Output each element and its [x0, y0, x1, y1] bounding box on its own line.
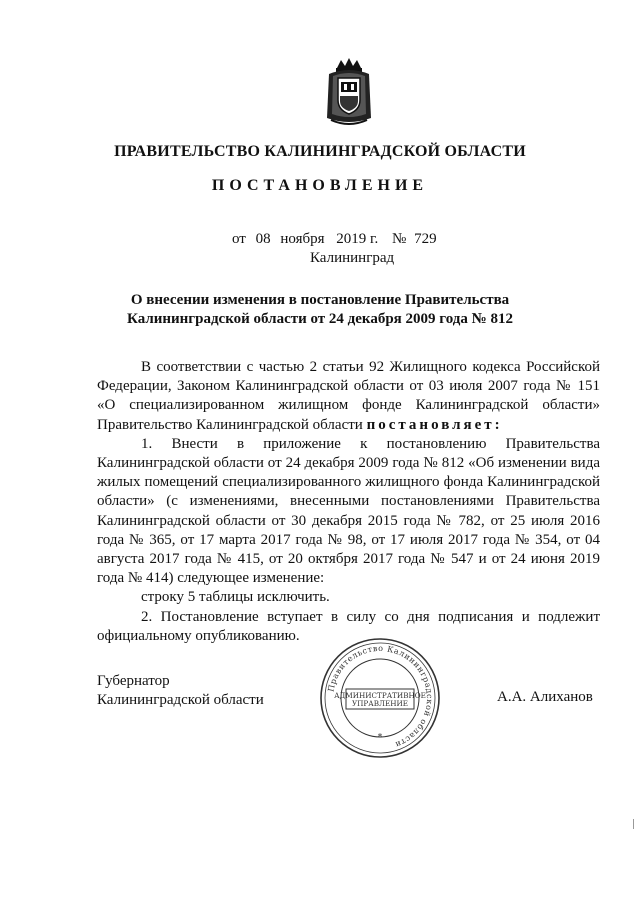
government-title: ПРАВИТЕЛЬСТВО КАЛИНИНГРАДСКОЙ ОБЛАСТИ: [114, 143, 526, 160]
city-name: Калининград: [310, 250, 395, 266]
stamp-center-line-2: УПРАВЛЕНИЕ: [351, 699, 409, 708]
resolves-word: постановляет:: [366, 416, 503, 433]
coat-of-arms-emblem: [323, 56, 375, 126]
item-1-subparagraph: строку 5 таблицы исключить.: [141, 589, 330, 606]
document-type-title: ПОСТАНОВЛЕНИЕ: [211, 177, 429, 194]
official-stamp: [318, 636, 442, 760]
signatory-name: А.А. Алиханов: [497, 689, 593, 705]
date-prefix: от: [232, 231, 246, 247]
signatory-position: [97, 672, 264, 710]
decree-date-line: [232, 231, 437, 248]
position-line-1: Губернатор: [97, 673, 170, 689]
subject-line-1: О внесении изменения в постановление Правительства: [130, 292, 510, 308]
position-line-2: Калининградской области: [97, 692, 264, 708]
item-1-paragraph: 1. Внести в приложение к постановлению Правительства Калининградской области от 24 декабря 2009 года № 812 «Об изменении вида жилых помещений специализированного жилищного фонда Калининградской области» (с изменениями, внесенными постановлениями Правительства Калининградской области от 30 декабря 2015 года № 782, от 25 июля 2016 года № 365, от 17 марта 2017 года № 98, от 17 июля 2017 года № 354, от 04 августа 2017 года № 415, от 20 октября 2017 года № 547 и от 24 июня 2019 года № 414) следующее изменение:: [97, 435, 600, 587]
svg-text:Правительство Калининградской: Правительство Калининградской области: [326, 643, 435, 750]
number-sign: №: [392, 231, 407, 247]
decree-subject: [0, 291, 640, 329]
date-year: 2019 г.: [336, 231, 379, 247]
page-edge-mark: [633, 819, 637, 829]
decree-number: 729: [414, 231, 437, 247]
stamp-center-line-1: АДМИНИСТРАТИВНОЕ: [334, 691, 426, 700]
subject-line-2: Калининградской области от 24 декабря 2009 года № 812: [127, 311, 513, 327]
decree-body: [97, 358, 600, 646]
item-2-paragraph: 2. Постановление вступает в силу со дня подписания и подлежит официальному опубликованию.: [97, 608, 600, 644]
date-day: 08: [255, 231, 271, 247]
preamble-text: В соответствии с частью 2 статьи 92 Жилищного кодекса Российской Федерации, Законом Калининградской области от 03 июля 2007 года № 151 «О специализированном жилищном фонде Калининградской области» Правительство Калининградской области: [97, 359, 600, 433]
svg-text:*: *: [377, 733, 383, 743]
date-month: ноября: [280, 231, 325, 247]
preamble-paragraph: [97, 358, 600, 435]
